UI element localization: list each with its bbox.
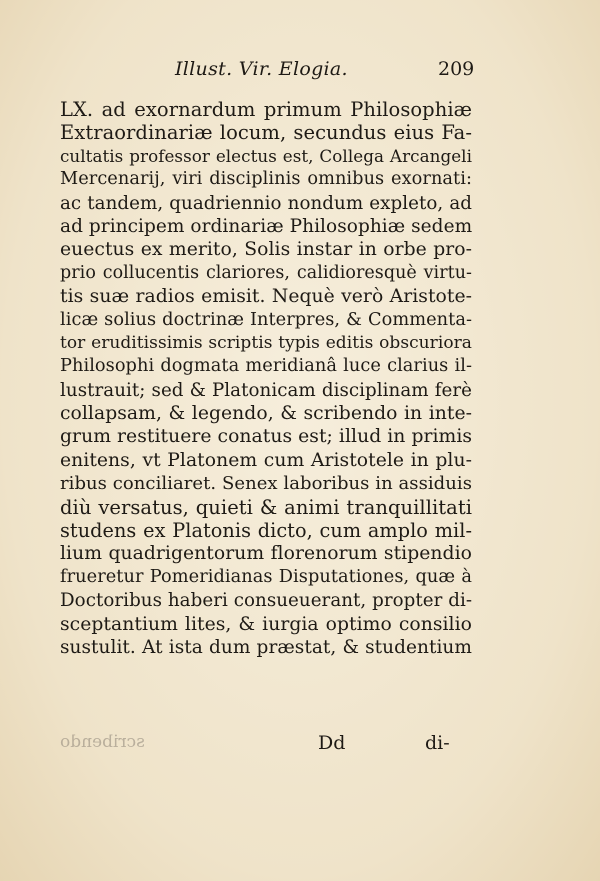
show-through-text: scribendo <box>60 732 145 752</box>
text-line: tor eruditissimis scriptis typis editis obscuriora <box>60 332 472 353</box>
text-line: Philosophi dogmata meridianâ luce clarius il- <box>60 356 472 377</box>
body-text <box>60 98 472 659</box>
text-line: grum restituere conatus est; illud in primis <box>60 426 473 448</box>
text-line: collapsam, & legendo, & scribendo in inte- <box>60 403 472 425</box>
text-line: ac tandem, quadriennio nondum expleto, ad <box>60 192 472 214</box>
signature-mark: Dd <box>318 732 346 754</box>
text-line: ad principem ordinariæ Philosophiæ sedem <box>60 215 473 237</box>
text-line: cultatis professor electus est, Collega Arcangeli <box>60 145 472 166</box>
page-number: 209 <box>438 58 475 80</box>
text-line: frueretur Pomeridianas Disputationes, quæ à <box>60 566 472 587</box>
catchline <box>60 732 472 756</box>
text-line: Mercenarij, viri disciplinis omnibus exornati: <box>60 169 472 190</box>
text-line: ribus conciliaret. Senex laboribus in assiduis <box>60 473 472 495</box>
text-line: lium quadrigentorum florenorum stipendio <box>60 543 472 565</box>
text-line: sceptantium lites, & iurgia optimo consilio <box>60 613 472 635</box>
text-line: enitens, vt Platonem cum Aristotele in plu- <box>60 449 472 471</box>
text-line: studens ex Platonis dicto, cum amplo mil- <box>60 519 472 543</box>
text-line: Doctoribus haberi consueuerant, propter di- <box>60 590 473 612</box>
text-line: lustrauit; sed & Platonicam disciplinam ferè <box>60 379 472 401</box>
running-head: Illust. Vir. Elogia. <box>175 58 348 80</box>
text-line: LX. ad exornardum primum Philosophiæ <box>60 98 472 121</box>
text-line: diù versatus, quieti & animi tranquillitati <box>60 495 472 519</box>
catchword: di- <box>425 732 450 754</box>
text-line: euectus ex merito, Solis instar in orbe pro- <box>60 239 472 261</box>
text-line: tis suæ radios emisit. Nequè verò Aristote- <box>60 286 472 308</box>
text-line: sustulit. At ista dum præstat, & studentium <box>60 636 472 658</box>
text-line: licæ solius doctrinæ Interpres, & Commenta- <box>60 309 472 330</box>
text-line: Extraordinariæ locum, secundus eius Fa- <box>60 121 472 145</box>
text-line: prio collucentis clariores, calidioresquè virtu- <box>60 262 472 283</box>
